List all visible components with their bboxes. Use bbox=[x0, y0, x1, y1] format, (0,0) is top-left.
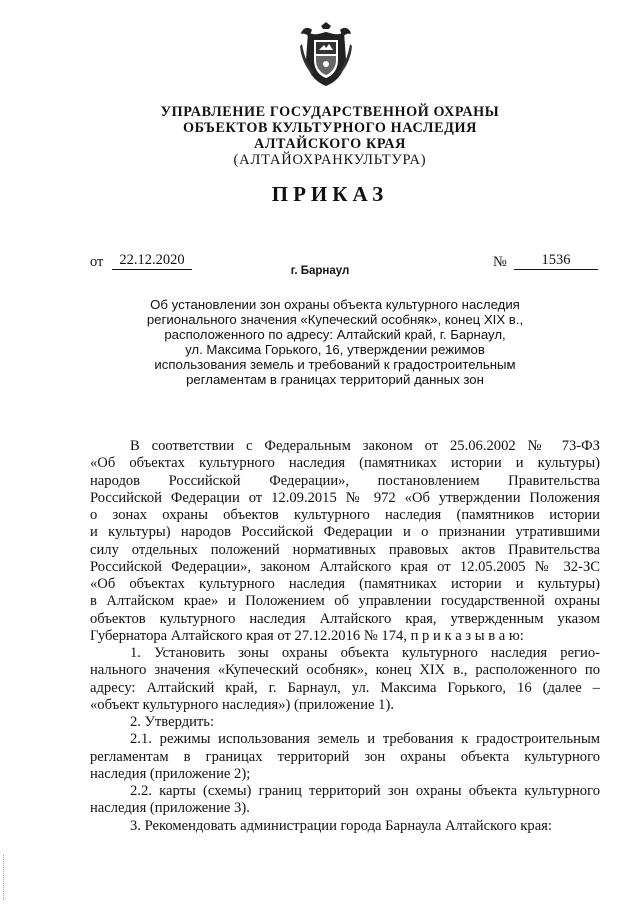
order-subject bbox=[110, 297, 560, 387]
body-line: нального значения «Купеческий особняк», конец XIX в., расположенного по bbox=[90, 662, 600, 679]
body-line: и культуры) народов Российской Федерации и о признании утратившими bbox=[90, 524, 600, 541]
city-name: г. Барнаул bbox=[290, 265, 350, 277]
org-name-line-1: УПРАВЛЕНИЕ ГОСУДАРСТВЕННОЙ ОХРАНЫ bbox=[160, 104, 500, 120]
body-line: «Об объектах культурного наследия (памятниках истории и культуры) bbox=[90, 455, 600, 472]
body-line: наследия (приложение 2); bbox=[90, 765, 251, 782]
body-line: 3. Рекомендовать администрации города Барнаула Алтайского края: bbox=[130, 817, 552, 834]
body-line: Губернатора Алтайского края от 27.12.2016 № 174, п р и к а з ы в а ю: bbox=[90, 627, 524, 644]
body-line: наследия (приложение 3). bbox=[90, 800, 250, 817]
subject-line: регионального значения «Купеческий особняк», конец XIX в., bbox=[146, 312, 524, 327]
body-line: 2. Утвердить: bbox=[130, 714, 215, 730]
org-short-name: (АЛТАЙОХРАНКУЛЬТУРА) bbox=[233, 152, 427, 168]
org-name-line-3: АЛТАЙСКОГО КРАЯ bbox=[254, 136, 406, 152]
order-date: 22.12.2020 bbox=[112, 252, 192, 270]
body-line: «объект культурного наследия») (приложение 1). bbox=[90, 696, 394, 713]
body-line: Российской Федерации от 12.09.2015 № 972 «Об утверждении Положения bbox=[90, 489, 600, 506]
order-body-text bbox=[90, 438, 600, 835]
body-line: «Об объектах культурного наследия (памятниках истории и культуры) bbox=[90, 576, 600, 592]
document-title: ПРИКАЗ bbox=[271, 182, 389, 206]
body-line: объектов культурного наследия Алтайского края, утвержденным указом bbox=[90, 610, 600, 627]
order-number: 1536 bbox=[514, 252, 598, 270]
subject-line: регламентам в границах территорий данных зон bbox=[186, 372, 484, 387]
org-name-line-2: ОБЪЕКТОВ КУЛЬТУРНОГО НАСЛЕДИЯ bbox=[182, 120, 478, 136]
coat-of-arms-emblem bbox=[298, 20, 354, 88]
body-line: о зонах охраны объектов культурного наследия (памятников истории bbox=[90, 507, 600, 523]
body-line: народов Российской Федерации», постановлением Правительства bbox=[90, 472, 600, 489]
body-line: в Алтайском крае» и Положением об управлении государственной охраны bbox=[90, 593, 600, 610]
date-label: от bbox=[90, 254, 104, 270]
scan-edge-mark bbox=[3, 855, 5, 900]
body-line: силу отдельных положений нормативных правовых актов Правительства bbox=[90, 541, 600, 558]
body-line: 2.2. карты (схемы) границ территорий зон охраны объекта культурного bbox=[130, 783, 600, 799]
subject-line: использования земель и требований к градостроительным bbox=[154, 357, 516, 372]
body-line: 1. Установить зоны охраны объекта культурного наследия регио- bbox=[130, 645, 600, 661]
body-line: 2.1. режимы использования земель и требования к градостроительным bbox=[130, 731, 600, 748]
body-line: Российской Федерации», законом Алтайского края от 12.05.2005 № 32-ЗС bbox=[90, 558, 600, 575]
number-label: № bbox=[493, 254, 507, 270]
body-line: регламентам в границах территорий зон охраны объекта культурного bbox=[90, 748, 600, 765]
body-line: адресу: Алтайский край, г. Барнаул, ул. Максима Горького, 16 (далее – bbox=[90, 679, 600, 696]
subject-line: расположенного по адресу: Алтайский край, г. Барнаул, bbox=[164, 327, 506, 342]
body-line: В соответствии с Федеральным законом от 25.06.2002 № 73-ФЗ bbox=[130, 438, 600, 454]
subject-line: Об установлении зон охраны объекта культурного наследия bbox=[150, 297, 520, 312]
subject-line: ул. Максима Горького, 16, утверждении режимов bbox=[185, 342, 485, 357]
